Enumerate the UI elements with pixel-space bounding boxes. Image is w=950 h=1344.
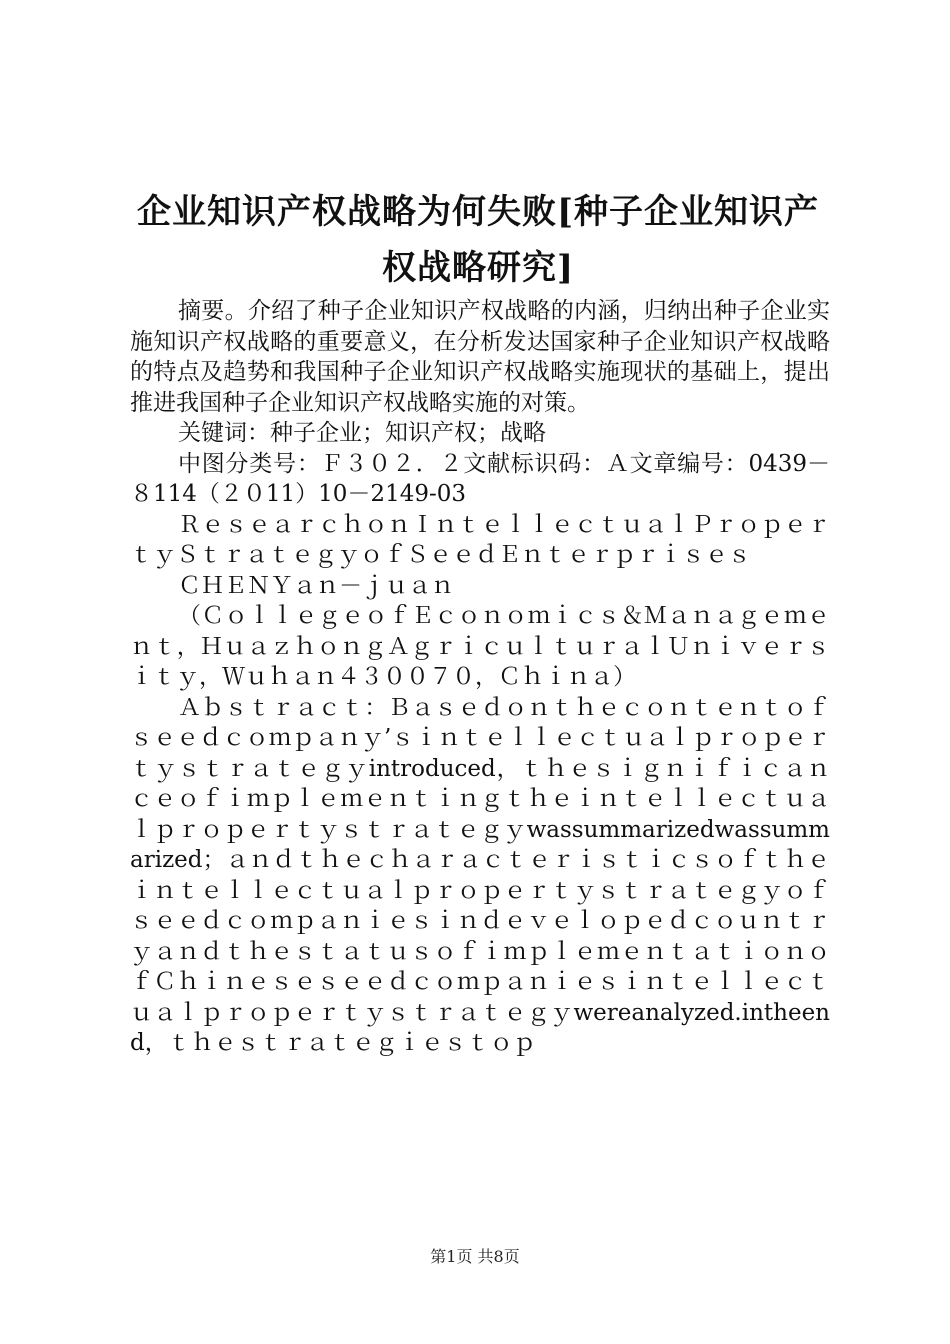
- document-title: [128, 184, 828, 296]
- english-abstract: Ａｂｓｔｒａｃｔ：Ｂａｓｅｄｏｎｔｈｅｃｏｎｔｅｎｔｏｆｓｅｅｄｃｏｍｐａｎｙ’ｓｉｎｔｅｌｌｅｃｔｕａｌｐｒｏｐｅｒｔｙｓｔｒａｔｅｇｙintroduced，ｔｈｅｓｉｇｎｉｆｉｃａｎｃｅｏｆｉｍｐｌｅｍｅｎｔｉｎｇｔｈｅｉｎｔｅｌｌｅｃｔｕａｌｐｒｏｐｅｒｔｙｓｔｒａｔｅｇｙwassummarizedwassummarized；ａｎｄｔｈｅｃｈａｒａｃｔｅｒｉｓｔｉｃｓｏｆｔｈｅｉｎｔｅｌｌｅｃｔｕａｌｐｒｏｐｅｒｔｙｓｔｒａｔｅｇｙｏｆｓｅｅｄｃｏｍｐａｎｉｅｓｉｎｄｅｖｅｌｏｐｅｄｃｏｕｎｔｒｙａｎｄｔｈｅｓｔａｔｕｓｏｆｉｍｐｌｅｍｅｎｔａｔｉｏｎｏｆＣｈｉｎｅｓｅｓｅｅｄｃｏｍｐａｎｉｅｓｉｎｔｅｌｌｅｃｔｕａｌｐｒｏｐｅｒｔｙｓｔｒａｔｅｇｙwereanalyzed.intheend，ｔｈｅｓｔｒａｔｅｇｉｅｓｔｏｐ: [130, 694, 830, 1056]
- document-body: [130, 296, 830, 1059]
- classification-line: 中图分类号：Ｆ３０２．２文献标识码：Ａ文章编号：0439－８114（２０11）10－2149-03: [130, 450, 830, 507]
- english-title: ＲｅｓｅａｒｃｈｏｎＩｎｔｅｌｌｅｃｔｕａｌＰｒｏｐｅｒｔｙＳｔｒａｔｅｇｙｏｆＳｅｅｄＥｎｔｅｒｐｒｉｓｅｓ: [130, 511, 830, 568]
- chinese-abstract: 摘要。介绍了种子企业知识产权战略的内涵，归纳出种子企业实施知识产权战略的重要意义，在分析发达国家种子企业知识产权战略的特点及趋势和我国种子企业知识产权战略实施现状的基础上，提出推进我国种子企业知识产权战略实施的对策。: [130, 298, 830, 416]
- english-author: ＣＨＥＮＹａｎ－ｊｕａｎ: [178, 572, 454, 599]
- page-footer: 第1页 共8页: [430, 1247, 520, 1266]
- keywords: 关键词：种子企业；知识产权；战略: [178, 420, 546, 446]
- title-line-1: 企业知识产权战略为何失败[种子企业知识产: [136, 192, 820, 232]
- title-line-2: 权战略研究]: [381, 248, 575, 288]
- english-affiliation: （ＣｏｌｌｅｇｅｏｆＥｃｏｎｏｍｉｃｓ＆Ｍａｎａｇｅｍｅｎｔ，ＨｕａｚｈｏｎｇＡｇｒｉｃｕｌｔｕｒａｌＵｎｉｖｅｒｓｉｔｙ，Ｗｕｈａｎ４３００７０，Ｃｈｉｎａ）: [130, 603, 830, 690]
